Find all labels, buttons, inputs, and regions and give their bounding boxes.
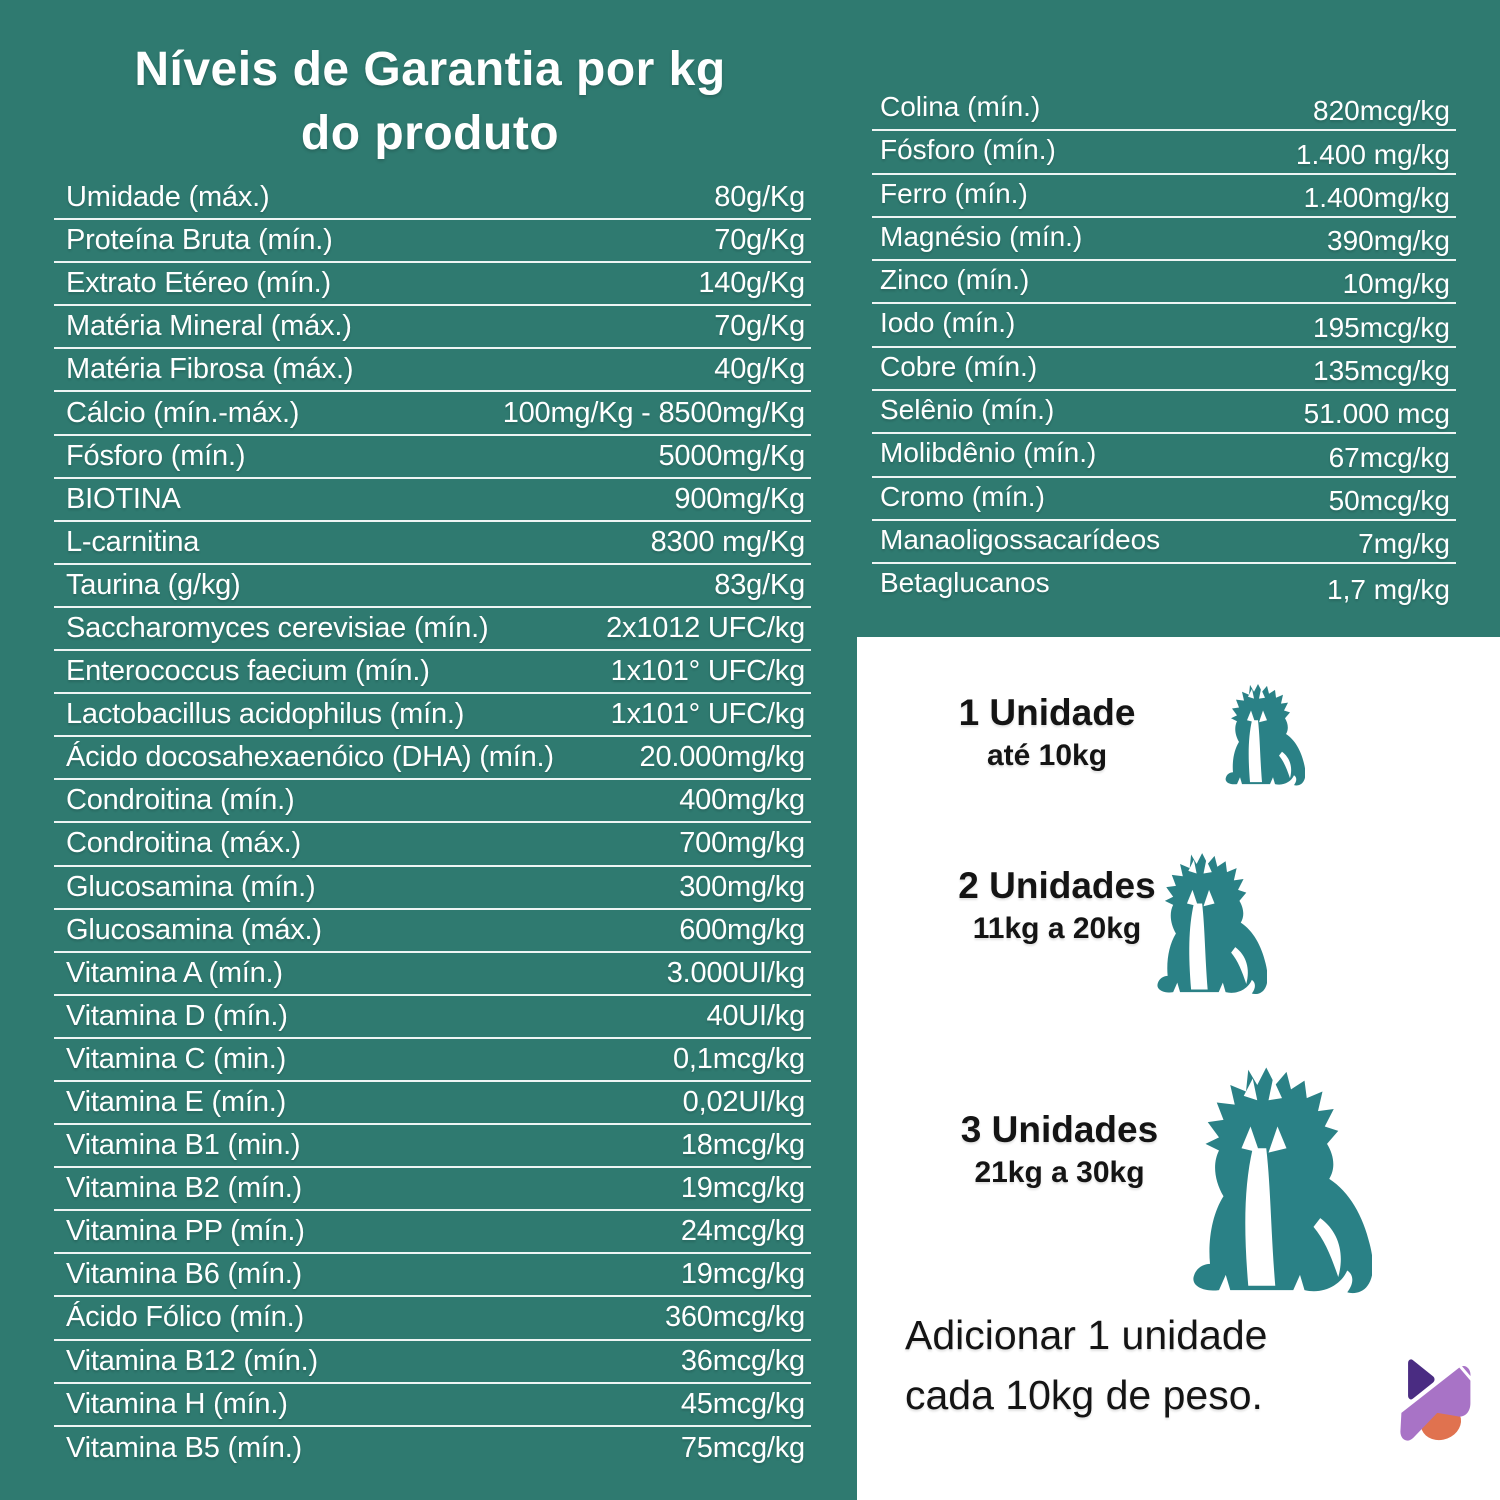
nutrient-label: Vitamina A (mín.) <box>66 956 283 989</box>
dosage-note-line-2: cada 10kg de peso. <box>905 1372 1263 1418</box>
nutrient-label: Condroitina (máx.) <box>66 827 301 860</box>
table-row <box>54 436 811 479</box>
nutrient-value: 900mg/Kg <box>674 482 805 515</box>
table-row <box>54 263 811 306</box>
nutrient-value: 7mg/kg <box>1358 528 1450 560</box>
nutrient-value: 700mg/kg <box>679 827 805 860</box>
table-row <box>54 780 811 823</box>
table-row <box>54 1168 811 1211</box>
page-title <box>40 38 820 166</box>
unit-count-label: 3 Unidades <box>960 1109 1159 1150</box>
unit-weight-range: até 10kg <box>986 739 1108 772</box>
table-row <box>54 737 811 780</box>
nutrient-value: 40g/Kg <box>714 353 805 386</box>
nutrient-value: 195mcg/kg <box>1313 311 1450 343</box>
nutrient-value: 51.000 mcg <box>1303 398 1450 430</box>
nutrient-value: 1.400mg/kg <box>1303 181 1450 213</box>
nutrient-label: Condroitina (mín.) <box>66 784 295 817</box>
nutrient-label: Selênio (mín.) <box>880 394 1055 426</box>
nutrient-value: 18mcg/kg <box>680 1129 805 1162</box>
nutrient-value: 19mcg/kg <box>680 1258 805 1291</box>
nutrient-value: 600mg/kg <box>679 913 805 946</box>
table-row <box>54 1427 811 1470</box>
nutrient-label: Fósforo (mín.) <box>66 439 246 472</box>
table-row <box>54 1082 811 1125</box>
nutrient-value: 1,7 mg/kg <box>1327 573 1450 605</box>
nutrient-value: 1x101° UFC/kg <box>610 698 805 731</box>
nutrient-value: 135mcg/kg <box>1313 355 1450 387</box>
unit-count-label: 1 Unidade <box>958 692 1136 733</box>
nutrient-label: Vitamina D (mín.) <box>66 999 288 1032</box>
dosage-note <box>905 1305 1267 1425</box>
nutrient-label: Cobre (mín.) <box>880 350 1038 382</box>
nutrient-label: Umidade (máx.) <box>66 181 270 214</box>
nutrient-label: L-carnitina <box>66 525 200 558</box>
table-row <box>54 565 811 608</box>
nutrient-label: Ácido Fólico (mín.) <box>66 1301 304 1334</box>
nutrient-value: 0,02UI/kg <box>682 1086 805 1119</box>
table-row <box>54 1125 811 1168</box>
nutrient-value: 19mcg/kg <box>680 1172 805 1205</box>
dosage-unit-1 <box>877 692 1217 773</box>
nutrient-value: 140g/Kg <box>698 267 805 300</box>
table-row <box>54 392 811 435</box>
table-row <box>54 349 811 392</box>
nutrient-label: Vitamina PP (mín.) <box>66 1215 305 1248</box>
nutrient-label: Molibdênio (mín.) <box>880 437 1097 469</box>
nutrient-label: Vitamina E (mín.) <box>66 1086 287 1119</box>
nutrient-label: Vitamina B6 (mín.) <box>66 1258 303 1291</box>
table-row <box>54 1254 811 1297</box>
nutrient-value: 24mcg/kg <box>680 1215 805 1248</box>
nutrient-value: 67mcg/kg <box>1328 441 1450 473</box>
nutrient-value: 1.400 mg/kg <box>1295 138 1450 170</box>
nutrient-label: Vitamina C (min.) <box>66 1042 287 1075</box>
table-row <box>54 823 811 866</box>
table-row <box>872 564 1456 607</box>
nutrient-label: Zinco (mín.) <box>880 264 1030 296</box>
nutrient-value: 400mg/kg <box>679 784 805 817</box>
nutrient-label: Matéria Fibrosa (máx.) <box>66 353 354 386</box>
nutrient-value: 40UI/kg <box>706 999 805 1032</box>
table-row <box>54 479 811 522</box>
nutrient-label: Saccharomyces cerevisiae (mín.) <box>66 611 489 644</box>
nutrient-label: Proteína Bruta (mín.) <box>66 224 333 257</box>
table-row <box>54 306 811 349</box>
page-title-line-2: do produto <box>300 107 560 160</box>
small-dog-icon <box>1205 681 1305 789</box>
nutrient-label: Extrato Etéreo (mín.) <box>66 267 331 300</box>
unit-count-label: 2 Unidades <box>958 865 1156 906</box>
table-row <box>872 88 1456 131</box>
nutrient-label: Vitamina H (mín.) <box>66 1387 288 1420</box>
nutrient-value: 390mg/kg <box>1327 225 1450 257</box>
table-row <box>54 1341 811 1384</box>
nutrient-value: 100mg/Kg - 8500mg/Kg <box>502 396 805 429</box>
table-row <box>54 996 811 1039</box>
nutrient-label: Vitamina B1 (min.) <box>66 1129 301 1162</box>
nutrient-label: Magnésio (mín.) <box>880 220 1083 252</box>
table-row <box>54 1297 811 1340</box>
table-row <box>54 177 811 220</box>
table-row <box>872 131 1456 174</box>
nutrient-value: 300mg/kg <box>679 870 805 903</box>
nutrient-value: 5000mg/Kg <box>658 439 805 472</box>
dosage-panel <box>857 637 1500 1500</box>
nutrient-label: Ferro (mín.) <box>880 177 1028 209</box>
nutrient-label: Vitamina B12 (mín.) <box>66 1344 318 1377</box>
table-row <box>872 261 1456 304</box>
table-row <box>872 391 1456 434</box>
table-row <box>54 1211 811 1254</box>
nutrient-value: 80g/Kg <box>714 181 805 214</box>
nutrient-value: 20.000mg/kg <box>639 741 805 774</box>
brand-logo <box>1383 1347 1475 1455</box>
nutrient-label: Fósforo (mín.) <box>880 134 1056 166</box>
table-row <box>54 608 811 651</box>
nutrient-value: 45mcg/kg <box>680 1387 805 1420</box>
dosage-note-line-1: Adicionar 1 unidade <box>905 1312 1268 1358</box>
nutrient-label: Glucosamina (mín.) <box>66 870 316 903</box>
table-row <box>54 867 811 910</box>
table-row <box>54 220 811 263</box>
nutrient-label: Cromo (mín.) <box>880 480 1045 512</box>
table-row <box>54 953 811 996</box>
nutrient-label: Betaglucanos <box>880 567 1050 599</box>
nutrient-label: Enterococcus faecium (mín.) <box>66 655 430 688</box>
nutrient-label: Lactobacillus acidophilus (mín.) <box>66 698 465 731</box>
table-row <box>872 521 1456 564</box>
table-row <box>54 522 811 565</box>
nutrient-label: Ácido docosahexaenóico (DHA) (mín.) <box>66 741 554 774</box>
large-dog-icon <box>1147 1061 1372 1301</box>
nutrient-label: Colina (mín.) <box>880 91 1041 122</box>
nutrient-label: Glucosamina (máx.) <box>66 913 322 946</box>
unit-weight-range: 11kg a 20kg <box>972 912 1142 945</box>
table-row <box>872 175 1456 218</box>
guarantee-table-right <box>872 88 1456 608</box>
nutrient-value: 50mcg/kg <box>1328 484 1450 516</box>
table-row <box>54 910 811 953</box>
table-row <box>872 434 1456 477</box>
nutrient-value: 820mcg/kg <box>1313 95 1450 127</box>
nutrient-label: Matéria Mineral (máx.) <box>66 310 352 343</box>
table-row <box>54 1384 811 1427</box>
nutrient-label: Vitamina B5 (mín.) <box>66 1431 303 1464</box>
nutrient-value: 83g/Kg <box>714 568 805 601</box>
nutrient-label: Manaoligossacarídeos <box>880 523 1161 555</box>
table-row <box>54 694 811 737</box>
nutrient-label: Vitamina B2 (mín.) <box>66 1172 303 1205</box>
table-row <box>872 304 1456 347</box>
table-row <box>872 348 1456 391</box>
nutrient-label: Iodo (mín.) <box>880 307 1016 339</box>
nutrient-value: 36mcg/kg <box>680 1344 805 1377</box>
nutrient-value: 0,1mcg/kg <box>673 1042 805 1075</box>
table-row <box>54 1039 811 1082</box>
nutrient-value: 8300 mg/Kg <box>650 525 805 558</box>
nutrient-value: 10mg/kg <box>1342 268 1450 300</box>
nutrient-value: 70g/Kg <box>714 224 805 257</box>
medium-dog-icon <box>1129 849 1267 999</box>
table-row <box>872 478 1456 521</box>
nutrient-value: 75mcg/kg <box>680 1431 805 1464</box>
unit-weight-range: 21kg a 30kg <box>974 1156 1145 1189</box>
guarantee-table-left <box>54 177 811 1470</box>
nutrient-label: BIOTINA <box>66 482 181 515</box>
nutrient-value: 3.000UI/kg <box>666 956 805 989</box>
page-title-line-1: Níveis de Garantia por kg <box>134 43 726 96</box>
nutrient-value: 2x1012 UFC/kg <box>606 611 805 644</box>
nutrient-value: 360mcg/kg <box>664 1301 805 1334</box>
nutrient-label: Cálcio (mín.-máx.) <box>66 396 300 429</box>
table-row <box>872 218 1456 261</box>
nutrient-label: Taurina (g/kg) <box>66 568 241 601</box>
nutrient-value: 1x101° UFC/kg <box>610 655 805 688</box>
nutrient-value: 70g/Kg <box>714 310 805 343</box>
table-row <box>54 651 811 694</box>
